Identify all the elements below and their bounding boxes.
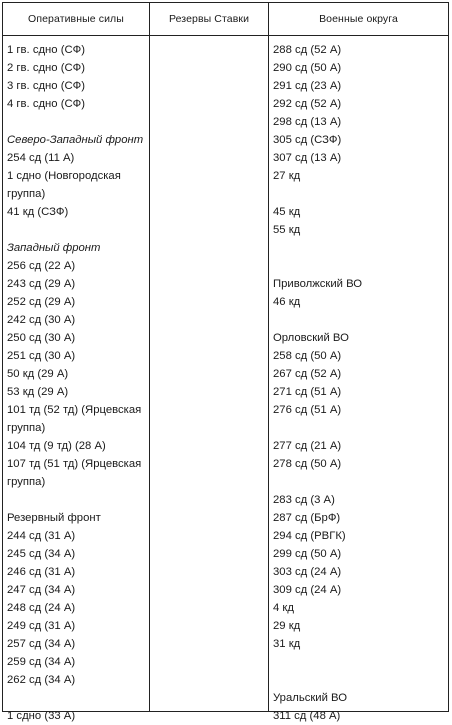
operational-forces-entry: 244 сд (31 А) (7, 530, 76, 542)
military-districts-entry: 4 кд (273, 602, 294, 614)
military-districts-entry: 299 сд (50 А) (273, 548, 342, 560)
military-districts-entry: Орловский ВО (273, 332, 349, 344)
operational-forces-entry: Резервный фронт (7, 512, 101, 524)
operational-forces-entry: 254 сд (11 А) (7, 152, 75, 164)
operational-forces-entry: 249 сд (31 А) (7, 620, 76, 632)
military-districts-entry: 283 сд (3 А) (273, 494, 335, 506)
operational-forces-entry: Северо-Западный фронт (7, 134, 144, 146)
operational-forces-entry: 41 кд (СЗФ) (7, 206, 69, 218)
operational-forces-entry: 251 сд (30 А) (7, 350, 76, 362)
military-districts-entry: 305 сд (СЗФ) (273, 134, 342, 146)
header-military-districts: Военные округа (319, 13, 398, 25)
operational-forces-entry: 242 сд (30 А) (7, 314, 76, 326)
military-districts-entry: 291 сд (23 А) (273, 80, 342, 92)
operational-forces-entry: 53 кд (29 А) (7, 386, 69, 398)
military-districts-entry: Уральский ВО (273, 692, 348, 704)
military-districts-entry: 45 кд (273, 206, 301, 218)
military-districts-entry: 298 сд (13 А) (273, 116, 342, 128)
military-districts-entry: 307 сд (13 А) (273, 152, 342, 164)
operational-forces-entry: 107 тд (51 тд) (Ярцевская (7, 458, 142, 470)
operational-forces-entry: Западный фронт (7, 242, 101, 254)
operational-forces-entry: 101 тд (52 тд) (Ярцевская (7, 404, 142, 416)
military-districts-entry: 27 кд (273, 170, 301, 182)
table-header (3, 3, 448, 36)
operational-forces-entry: 245 сд (34 А) (7, 548, 76, 560)
military-districts-entry: 258 сд (50 А) (273, 350, 342, 362)
military-districts-entry: Приволжский ВО (273, 278, 363, 290)
operational-forces-entry: 1 сдно (Новгородская (7, 170, 121, 182)
operational-forces-entry: 243 сд (29 А) (7, 278, 76, 290)
military-districts-entry: 271 сд (51 А) (273, 386, 342, 398)
operational-forces-entry: 246 сд (31 А) (7, 566, 76, 578)
military-districts-entry: 290 сд (50 А) (273, 62, 342, 74)
military-districts-entry: 277 сд (21 А) (273, 440, 342, 452)
operational-forces-entry: 2 гв. сдно (СФ) (7, 62, 85, 74)
column-divider-1 (149, 3, 150, 711)
military-districts-entry: 55 кд (273, 224, 301, 236)
operational-forces-entry: 4 гв. сдно (СФ) (7, 98, 85, 110)
military-districts-entry: 29 кд (273, 620, 301, 632)
operational-forces-entry: 262 сд (34 А) (7, 674, 76, 686)
operational-forces-entry: 252 сд (29 А) (7, 296, 76, 308)
military-districts-entry: 267 сд (52 А) (273, 368, 342, 380)
operational-forces-entry: 248 сд (24 А) (7, 602, 76, 614)
military-districts-entry: 31 кд (273, 638, 301, 650)
military-districts-entry: 294 сд (РВГК) (273, 530, 346, 542)
header-operational-forces: Оперативные силы (28, 13, 124, 25)
military-districts-entry: 46 кд (273, 296, 301, 308)
operational-forces-entry: 247 сд (34 А) (7, 584, 76, 596)
operational-forces-entry: 250 сд (30 А) (7, 332, 76, 344)
military-districts-entry: 287 сд (БрФ) (273, 512, 341, 524)
operational-forces-entry: 259 сд (34 А) (7, 656, 76, 668)
operational-forces-entry: 1 сдно (33 А) (7, 710, 76, 722)
military-districts-entry: 303 сд (24 А) (273, 566, 342, 578)
military-districts-entry: 288 сд (52 А) (273, 44, 342, 56)
military-districts-entry: 292 сд (52 А) (273, 98, 342, 110)
operational-forces-entry: 257 сд (34 А) (7, 638, 76, 650)
military-districts-entry: 278 сд (50 А) (273, 458, 342, 470)
operational-forces-entry: 104 тд (9 тд) (28 А) (7, 440, 106, 452)
operational-forces-entry: группа) (7, 188, 46, 200)
operational-forces-entry: 3 гв. сдно (СФ) (7, 80, 85, 92)
operational-forces-entry: группа) (7, 422, 46, 434)
forces-table (2, 2, 449, 722)
military-districts-entry: 309 сд (24 А) (273, 584, 342, 596)
military-districts-entry: 311 сд (48 А) (273, 710, 341, 722)
operational-forces-entry: 256 сд (22 А) (7, 260, 76, 272)
column-divider-2 (268, 3, 269, 711)
operational-forces-entry: 50 кд (29 А) (7, 368, 69, 380)
header-stavka-reserves: Резервы Ставки (168, 13, 250, 25)
operational-forces-entry: группа) (7, 476, 46, 488)
military-districts-entry: 276 сд (51 А) (273, 404, 342, 416)
operational-forces-entry: 1 гв. сдно (СФ) (7, 44, 85, 56)
